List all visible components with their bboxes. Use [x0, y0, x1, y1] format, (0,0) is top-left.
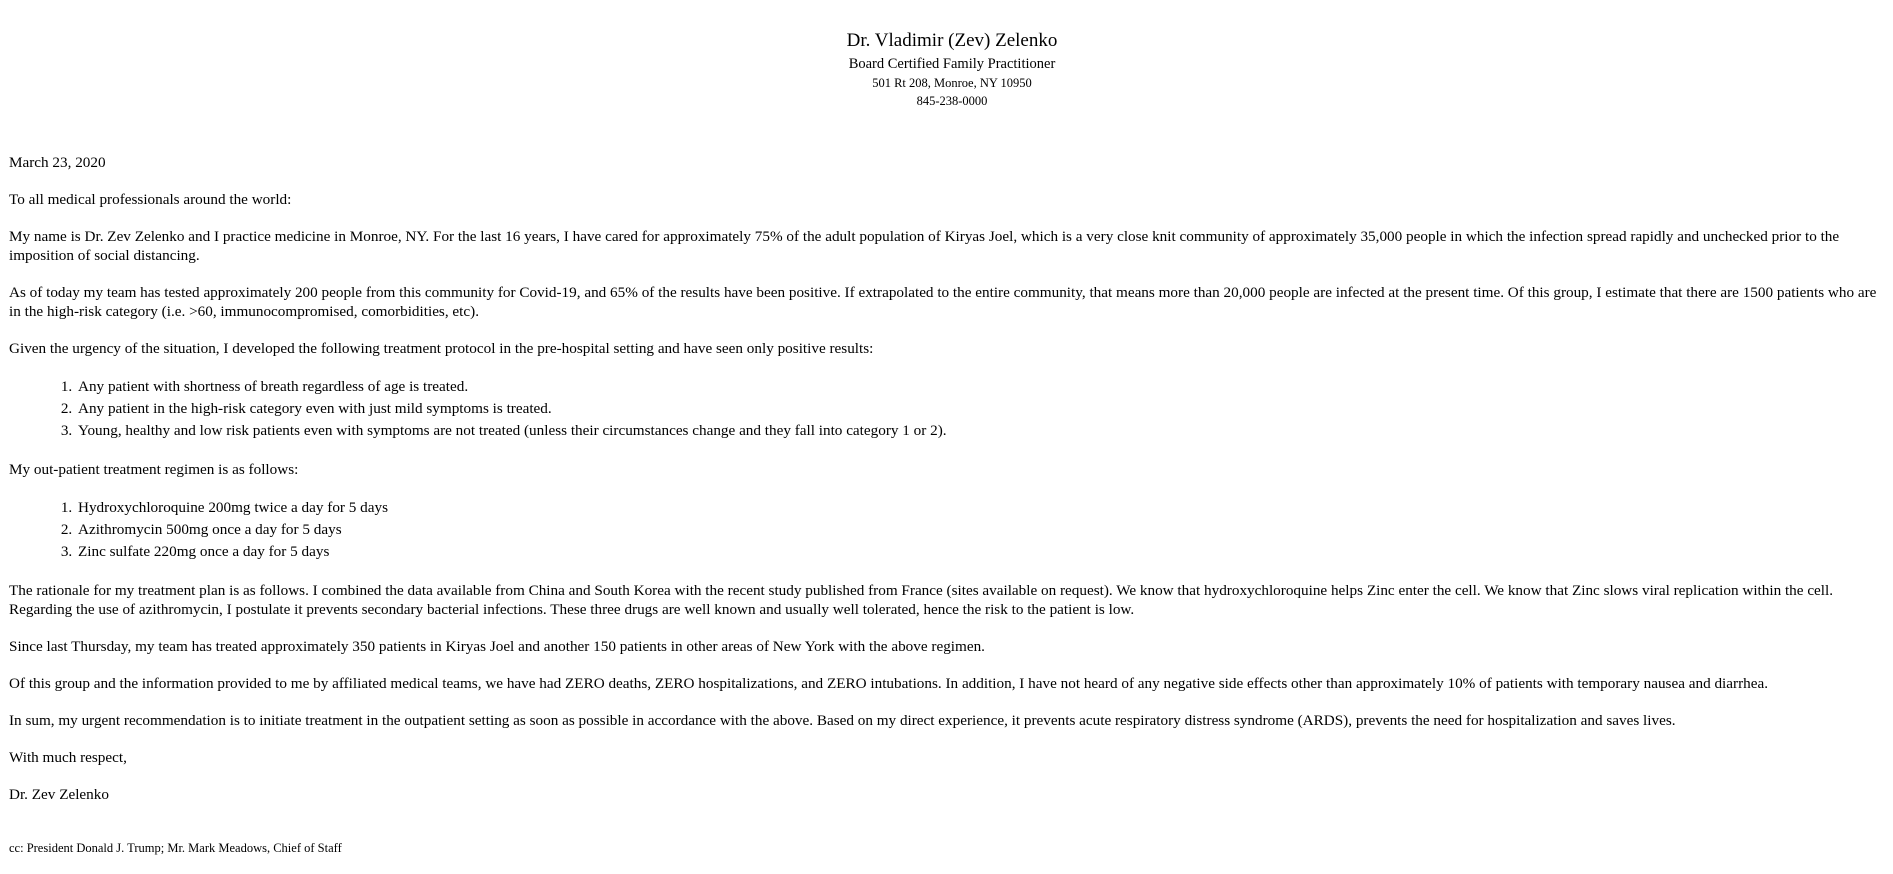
paragraph-treated: Since last Thursday, my team has treated approximately 350 patients in Kiryas Joel and another 150 patients in other areas of New York with the above regimen. — [9, 638, 985, 655]
paragraph-testing: As of today my team has tested approximately 200 people from this community for Covid-19, and 65% of the results have been positive. If extrapolated to the entire community, that means more than 20,000 people are infected at the present time. Of this group, I estimate that there are 1500 patients who are in the high-risk category (i.e. >60, immunocompromised, comorbidities, etc). — [9, 284, 1877, 320]
paragraph-protocol-intro: Given the urgency of the situation, I developed the following treatment protocol in the pre-hospital setting and have seen only positive results: — [9, 340, 874, 357]
protocol-item: 2. Any patient in the high-risk category even with just mild symptoms is treated. — [76, 398, 1885, 420]
letter-signature: Dr. Zev Zelenko — [9, 786, 109, 803]
regimen-item: 1. Hydroxychloroquine 200mg twice a day for 5 days — [76, 497, 1885, 519]
protocol-item: 1. Any patient with shortness of breath regardless of age is treated. — [76, 376, 1885, 398]
letter-date: March 23, 2020 — [9, 154, 106, 171]
paragraph-outcomes: Of this group and the information provided to me by affiliated medical teams, we have had ZERO deaths, ZERO hospitalizations, and ZERO intubations. In addition, I have not heard of any negative side effects other than approximately 10% of patients with temporary nausea and diarrhea. — [9, 675, 1768, 692]
regimen-item: 2. Azithromycin 500mg once a day for 5 days — [76, 519, 1885, 541]
paragraph-recommendation: In sum, my urgent recommendation is to initiate treatment in the outpatient setting as soon as possible in accordance with the above. Based on my direct experience, it prevents acute respiratory distress syndrome (ARDS), prevents the need for hospitalization and saves lives. — [9, 712, 1676, 729]
letter-salutation: To all medical professionals around the world: — [9, 191, 292, 208]
letterhead — [0, 30, 1893, 109]
letterhead-title: Board Certified Family Practitioner — [848, 56, 1056, 72]
protocol-item: 3. Young, healthy and low risk patients even with symptoms are not treated (unless their circumstances change and they fall into category 1 or 2). — [76, 420, 1885, 442]
letterhead-phone: 845-238-0000 — [916, 94, 988, 108]
letterhead-address: 501 Rt 208, Monroe, NY 10950 — [872, 76, 1032, 90]
regimen-list — [9, 497, 1885, 563]
letter-body — [9, 153, 1885, 874]
paragraph-regimen-intro: My out-patient treatment regimen is as follows: — [9, 461, 299, 478]
regimen-item: 3. Zinc sulfate 220mg once a day for 5 days — [76, 541, 1885, 563]
letter-cc: cc: President Donald J. Trump; Mr. Mark Meadows, Chief of Staff — [9, 841, 342, 855]
letter-closing: With much respect, — [9, 749, 127, 766]
paragraph-rationale: The rationale for my treatment plan is as follows. I combined the data available from China and South Korea with the recent study published from France (sites available on request). We know that hydroxychloroquine helps Zinc enter the cell. We know that Zinc slows viral replication within the cell. Regarding the use of azithromycin, I postulate it prevents secondary bacterial infections. These three drugs are well known and usually well tolerated, hence the risk to the patient is low. — [9, 582, 1834, 618]
paragraph-intro: My name is Dr. Zev Zelenko and I practice medicine in Monroe, NY. For the last 16 years, I have cared for approximately 75% of the adult population of Kiryas Joel, which is a very close knit community of approximately 35,000 people in which the infection spread rapidly and unchecked prior to the imposition of social distancing. — [9, 228, 1840, 264]
letterhead-name: Dr. Vladimir (Zev) Zelenko — [846, 30, 1058, 51]
protocol-list — [9, 376, 1885, 442]
